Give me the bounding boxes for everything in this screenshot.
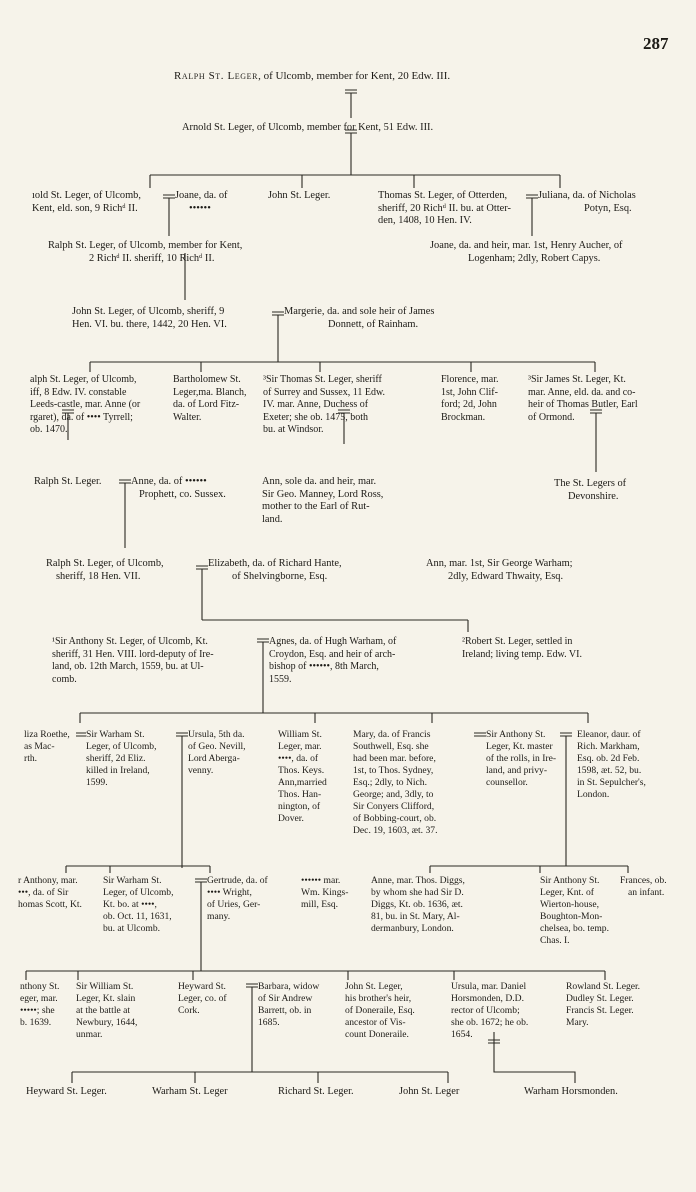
entry-line: she ob. 1672; he ob. [451, 1017, 529, 1028]
entry-line: bishop of ••••••, 8th March, [269, 661, 379, 672]
eleanor-markham [577, 729, 646, 801]
entry-line: Brockman. [441, 411, 486, 423]
entry-line: rth. [24, 753, 38, 764]
entry-line: b. 1639. [20, 1017, 52, 1028]
entry-line: •••••• [189, 202, 211, 214]
entry-line: Ralph St. Leger, of Ulcomb, [46, 558, 164, 569]
entry-line: Dec. 19, 1603, æt. 37. [353, 825, 438, 836]
entry-line: ford; 2d, John [441, 399, 497, 410]
entry-line: Bartholomew St. [173, 374, 241, 385]
entry-line: sheriff, 20 Richᵈ II. bu. at Otter- [378, 202, 511, 214]
entry-line: Sir Anthony St. [486, 729, 546, 740]
barbara-barrett [258, 981, 319, 1029]
entry-line: 2dly, Edward Thwaity, Esq. [448, 570, 564, 582]
entry-line: homas Scott, Kt. [18, 899, 82, 910]
root-description: , of Ulcomb, member for Kent, 20 Edw. III. [258, 70, 451, 82]
entry-line: Mary, da. of Francis [353, 729, 431, 740]
ralph-st-leger-gen5 [30, 374, 140, 437]
ursula-horsmonden [451, 981, 528, 1041]
entry-line: comb. [52, 673, 77, 685]
entry-line: mill, Esq. [301, 899, 339, 910]
robert-st-leger [462, 636, 582, 661]
entry-line: Sir Geo. Manney, Lord Ross, [262, 488, 384, 500]
entry-line: Ursula, 5th da. [188, 729, 245, 740]
joane-aucher [430, 240, 623, 265]
entry-line: Margerie, da. and sole heir of James [284, 306, 435, 317]
entry-line: •••, da. of Sir [18, 887, 69, 898]
ann-warham [426, 558, 573, 583]
entry-line: had been mar. before, [353, 753, 436, 764]
entry-line: Ann, sole da. and heir, mar. [262, 476, 377, 487]
entry-line: Walter. [173, 411, 202, 423]
entry-line: Leger, co. of [178, 993, 227, 1004]
agnes-warham [269, 636, 396, 686]
entry-line: da. of Lord Fitz- [173, 399, 240, 410]
entry-line: Boughton-Mon- [540, 911, 603, 922]
entry-line: Southwell, Esq. she [353, 741, 429, 752]
entry-line: Anne, mar. Thos. Diggs, [371, 875, 465, 886]
entry-line: •••••; she [20, 1005, 55, 1016]
entry-line: Ann, mar. 1st, Sir George Warham; [426, 558, 573, 569]
entry-line: Sir Warham St. [103, 875, 162, 886]
sir-william-st-leger [76, 981, 137, 1041]
entry-line: George; and, 3dly, to [353, 789, 434, 800]
entry-line: William St. [278, 729, 322, 740]
entry-line: Sir Warham St. [86, 729, 145, 740]
entry-line: r Anthony, mar. [18, 875, 78, 886]
entry-line: Sir Anthony St. [540, 875, 600, 886]
margerie-donnett [284, 306, 434, 331]
entry-line: unmar. [76, 1029, 103, 1040]
entry-line: 1598, æt. 52, bu. [577, 765, 642, 776]
entry-line: of Surrey and Sussex, 11 Edw. [263, 386, 386, 398]
entry-line: John St. Leger, of Ulcomb, sheriff, 9 [72, 306, 225, 317]
entry-line: of Sir Andrew [258, 993, 313, 1004]
entry-line: nthony St. [20, 981, 60, 992]
entry-line: venny. [188, 765, 214, 776]
entry-line: Mary. [566, 1017, 589, 1028]
entry-line: sheriff, 31 Hen. VIII. lord-deputy of Ire- [52, 648, 214, 660]
entry-line: rector of Ulcomb; [451, 1005, 520, 1016]
arnold-st-leger-gen2 [32, 190, 141, 215]
entry-line: nington, of [278, 801, 321, 812]
entry-line: Esq.; 2dly, to Nich. [353, 777, 427, 788]
entry-line: The St. Legers of [554, 478, 627, 489]
entry-line: of Shelvingborne, Esq. [232, 570, 328, 582]
entry-line: ob. 1470. [30, 424, 68, 435]
sir-anthony-st-leger-deputy [52, 636, 214, 686]
anne-prophett [131, 476, 226, 501]
entry-line: liza Roethe, [24, 729, 70, 740]
ralph-st-leger-gen7 [46, 558, 164, 583]
entry-line: as Mac- [24, 741, 55, 752]
entry-line: Barbara, widow [258, 981, 320, 992]
entry-line: an infant. [628, 887, 665, 898]
entry-line: Anne, da. of •••••• [131, 476, 207, 487]
entry-line: ²Robert St. Leger, settled in [462, 636, 573, 647]
entry-line: Florence, mar. [441, 374, 499, 385]
entry-line: Joane, da. of [175, 190, 228, 201]
entry-line: Elizabeth, da. of Richard Hante, [208, 558, 342, 569]
entry-line: of Bobbing-court, ob. [353, 813, 437, 824]
entry-line: Leger, of Ulcomb, [86, 741, 157, 752]
entry-line: Thos. Han- [278, 789, 322, 800]
joane-entry [175, 190, 228, 215]
entry-line: Donnett, of Rainham. [328, 318, 419, 330]
entry-line: Rich. Markham, [577, 741, 640, 752]
entry-line: of Geo. Nevill, [188, 741, 246, 752]
entry-line: Joane, da. and heir, mar. 1st, Henry Aucher, of [430, 240, 623, 251]
entry-line: land. [262, 513, 283, 525]
entry-line: •••••• mar. [301, 875, 341, 886]
entry-line: ıold St. Leger, of Ulcomb, [32, 190, 141, 201]
entry-line: ancestor of Vis- [345, 1017, 406, 1028]
entry-line: 1654. [451, 1029, 473, 1040]
entry-line: Leger, of Ulcomb, [103, 887, 174, 898]
william-st-leger-gen9 [278, 729, 327, 825]
rowland-dudley-francis-mary [566, 981, 640, 1029]
anne-diggs [371, 875, 465, 935]
ann-manney [262, 476, 383, 526]
entry-line: his brother's heir, [345, 993, 412, 1004]
root-ralph-st-leger [174, 70, 450, 83]
entry-line: bu. at Ulcomb. [103, 923, 161, 934]
entry-line: mar. Anne, eld. da. and co- [528, 386, 636, 398]
entry-line: Francis St. Leger. [566, 1005, 634, 1016]
entry-line: den, 1408, 10 Hen. IV. [378, 215, 472, 226]
entry-line: Wm. Kings- [301, 887, 349, 898]
entry-line: Sir Conyers Clifford, [353, 801, 435, 812]
entry-line: Newbury, 1644, [76, 1017, 138, 1028]
richard-st-leger: Richard St. Leger. [278, 1086, 354, 1097]
entry-line: at the battle at [76, 1005, 131, 1016]
entry-line: land, ob. 12th March, 1559, bu. at Ul- [52, 661, 204, 672]
entry-line: ¹Sir Anthony St. Leger, of Ulcomb, Kt. [52, 636, 208, 647]
entry-line: 81, bu. in St. Mary, Al- [371, 911, 460, 922]
entry-line: Hen. VI. bu. there, 1442, 20 Hen. VI. [72, 318, 227, 330]
entry-line: John St. Leger, [345, 981, 403, 992]
entry-line: 2 Richᵈ II. sheriff, 10 Richᵈ II. [89, 252, 215, 264]
entry-line: heir of Thomas Butler, Earl [528, 399, 638, 410]
entry-line: Agnes, da. of Hugh Warham, of [269, 636, 397, 647]
entry-line: Cork. [178, 1005, 200, 1016]
arnold-st-leger-gen1: Arnold St. Leger, of Ulcomb, member for Kent, 51 Edw. III. [182, 122, 434, 133]
john-st-leger-entry: John St. Leger. [268, 190, 331, 201]
entry-line: Kent, eld. son, 9 Richᵈ II. [32, 202, 138, 214]
entry-line: 1599. [86, 777, 108, 788]
sir-warham-st-leger-gen9 [86, 729, 156, 789]
entry-line: 1559. [269, 673, 292, 685]
entry-line: Leger, Knt. of [540, 887, 594, 898]
entry-line: sheriff, 18 Hen. VII. [56, 570, 141, 582]
entry-line: Kt. bo. at ••••, [103, 899, 157, 910]
entry-line: Ann,married [278, 777, 327, 788]
entry-line: iff, 8 Edw. IV. constable [30, 386, 127, 398]
entry-line: Potyn, Esq. [584, 202, 632, 214]
entry-line: Esq. ob. 2d Feb. [577, 753, 640, 764]
entry-line: Heyward St. [178, 981, 226, 992]
entry-line: Barrett, ob. in [258, 1005, 312, 1016]
entry-line: Thomas St. Leger, of Otterden, [378, 190, 508, 201]
john-st-leger-doneraile [345, 981, 415, 1041]
entry-line: Eleanor, daur. of [577, 729, 641, 740]
entry-line: sheriff, 2d Eliz. [86, 753, 146, 764]
entry-line: Horsmonden, D.D. [451, 993, 525, 1004]
warham-horsmonden: Warham Horsmonden. [524, 1086, 618, 1097]
entry-line: of Ormond. [528, 411, 575, 423]
ralph-st-leger-gen3 [48, 240, 242, 265]
root-name: Ralph St. Leger [174, 70, 259, 82]
entry-line: of Uries, Ger- [207, 899, 261, 910]
gertrude-wright [207, 875, 268, 923]
entry-line: Diggs, Kt. ob. 1636, æt. [371, 899, 463, 910]
entry-line: chelsea, bo. temp. [540, 923, 609, 934]
entry-line: mother to the Earl of Rut- [262, 501, 370, 512]
kingsmill-entry [301, 875, 348, 911]
st-legers-of-devonshire [554, 478, 626, 503]
entry-line: Exeter; she ob. 1475, both [263, 411, 368, 423]
entry-line: Juliana, da. of Nicholas [538, 190, 636, 201]
florence-st-leger [441, 374, 498, 424]
entry-line: rgaret), da. of •••• Tyrrell; [30, 411, 133, 423]
entry-line: Leger, mar. [278, 741, 322, 752]
entry-line: 1st, John Clif- [441, 386, 498, 398]
entry-line: Gertrude, da. of [207, 875, 268, 886]
entry-line: ob. Oct. 11, 1631, [103, 911, 172, 922]
entry-line: 1st, to Thos. Sydney, [353, 765, 434, 776]
heyward-st-leger-gen11 [178, 981, 227, 1017]
entry-line: ³Sir James St. Leger, Kt. [528, 374, 626, 385]
entry-line: Ralph St. Leger, of Ulcomb, member for Kent, [48, 240, 243, 251]
entry-line: killed in Ireland, [86, 765, 150, 776]
anthony-st-leger-gen11 [20, 981, 59, 1029]
john-st-leger-gen12: John St. Leger [399, 1086, 460, 1097]
heyward-st-leger-gen12: Heyward St. Leger. [26, 1086, 107, 1097]
entry-line: Sir William St. [76, 981, 134, 992]
entry-line: Thos. Keys. [278, 765, 325, 776]
entry-line: Chas. I. [540, 935, 570, 946]
sir-warham-st-leger-gen10 [103, 875, 173, 935]
entry-line: by whom she had Sir D. [371, 887, 464, 898]
page-number: 287 [643, 34, 669, 53]
entry-line: Dudley St. Leger. [566, 993, 634, 1004]
juliana-potyn [538, 190, 636, 215]
entry-line: in St. Sepulcher's, [577, 777, 646, 788]
entry-line: Leger, Kt. master [486, 741, 553, 752]
ralph-st-leger-gen6: Ralph St. Leger. [34, 476, 102, 487]
entry-line: bu. at Windsor. [263, 424, 324, 435]
entry-line: IV. mar. Anne, Duchess of [263, 399, 369, 410]
entry-line: Leeds-castle, mar. Anne (or [30, 399, 141, 410]
entry-line: many. [207, 911, 231, 922]
entry-line: of the rolls, in Ire- [486, 753, 557, 764]
anthony-scott [18, 875, 82, 911]
entry-line: Ireland; living temp. Edw. VI. [462, 648, 582, 660]
entry-line: Croydon, Esq. and heir of arch- [269, 648, 396, 660]
entry-line: Lord Aberga- [188, 753, 240, 764]
sir-thomas-st-leger [263, 374, 385, 437]
entry-line: Leger, Kt. slain [76, 993, 136, 1004]
ursula-nevill [188, 729, 246, 777]
entry-line: London. [577, 789, 610, 800]
entry-line: Frances, ob. [620, 875, 667, 886]
sir-james-st-leger [528, 374, 638, 424]
sir-anthony-st-leger-rolls [486, 729, 556, 789]
entry-line: Rowland St. Leger. [566, 981, 641, 992]
entry-line: Devonshire. [568, 490, 619, 502]
bartholomew-st-leger [173, 374, 246, 424]
entry-line: eger, mar. [20, 993, 58, 1004]
entry-line: Prophett, co. Sussex. [139, 488, 226, 500]
entry-line: Wierton-house, [540, 899, 600, 910]
mary-southwell [353, 729, 437, 837]
entry-line: Ursula, mar. Daniel [451, 981, 527, 992]
warham-st-leger-gen12: Warham St. Leger [152, 1086, 228, 1097]
john-st-leger-gen4 [72, 306, 227, 331]
sir-anthony-st-leger-wierton [540, 875, 609, 947]
entry-line: counsellor. [486, 777, 528, 788]
elizabeth-hante [208, 558, 342, 583]
entry-line: Leger,ma. Blanch, [173, 386, 247, 398]
entry-line: ³Sir Thomas St. Leger, sheriff [263, 374, 382, 385]
entry-line: 1685. [258, 1017, 280, 1028]
entry-line: land, and privy- [486, 765, 548, 776]
entry-line: Dover. [278, 813, 304, 824]
entry-line: of Doneraile, Esq. [345, 1005, 415, 1016]
entry-line: alph St. Leger, of Ulcomb, [30, 374, 137, 385]
entry-line: Logenham; 2dly, Robert Capys. [468, 252, 601, 264]
entry-line: dermanbury, London. [371, 923, 454, 934]
frances-infant [620, 875, 667, 899]
entry-line: ••••, da. of [278, 753, 319, 764]
entry-line: •••• Wright, [207, 887, 252, 898]
thomas-st-leger-otterden [378, 190, 511, 228]
eliza-roethe [24, 729, 70, 765]
entry-line: count Doneraile. [345, 1029, 409, 1040]
